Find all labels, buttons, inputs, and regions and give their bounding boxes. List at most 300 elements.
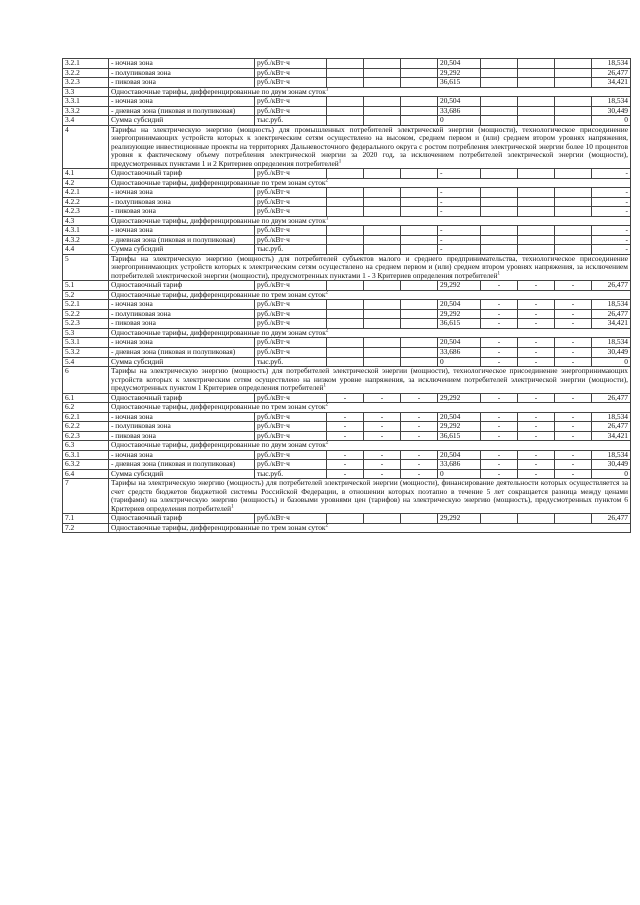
value-cell: 20,504 bbox=[438, 412, 481, 422]
value-cell: - bbox=[327, 393, 364, 403]
row-name-cell: - ночная зона bbox=[109, 226, 255, 236]
row-name-cell: - полупиковая зона bbox=[109, 197, 255, 207]
row-title: Одноставочные тарифы, дифференцированные по двум зонам суток bbox=[111, 440, 326, 450]
value-cell bbox=[518, 514, 555, 524]
value-cell: - bbox=[401, 469, 438, 479]
value-cell: 34,421 bbox=[592, 431, 631, 441]
value-cell bbox=[401, 59, 438, 69]
value-cell: - bbox=[438, 235, 481, 245]
value-cell bbox=[481, 106, 518, 116]
value-cell bbox=[518, 226, 555, 236]
value-cell bbox=[364, 59, 401, 69]
value-cell: - bbox=[327, 412, 364, 422]
row-number-cell: 4.4 bbox=[63, 245, 109, 255]
unit-cell: руб./кВт·ч bbox=[255, 309, 327, 319]
table-row bbox=[63, 523, 631, 533]
row-number-cell: 7 bbox=[63, 479, 109, 514]
value-cell bbox=[555, 106, 592, 116]
footnote-mark: 1 bbox=[323, 383, 326, 389]
value-cell: 26,477 bbox=[592, 422, 631, 432]
value-cell: 29,292 bbox=[438, 514, 481, 524]
row-title: Тарифы на электрическую энергию (мощность) для промышленных потребителей электрической энергии (мощности), технологическое присоединение энергопринимающих устройств которых к электрическим сетям осуществлено на высоком, среднем первом и (или) среднем втором уровнях напряжения, реализующие инвестиционные проекты на территориях Дальневосточного федерального округа с ростом потребления электрической энергии более 10 процентов уровня к фактическому объему потребления электрической энергии за 2020 год, за исключением потребителей электрической энергии (мощности), предусмотренных пунктами 1 и 2 Критериев определения потребителей bbox=[111, 125, 628, 168]
value-cell bbox=[518, 169, 555, 179]
row-name-cell: - ночная зона bbox=[109, 412, 255, 422]
value-cell: 20,504 bbox=[438, 450, 481, 460]
value-cell: - bbox=[518, 422, 555, 432]
row-number-cell: 3.2.2 bbox=[63, 68, 109, 78]
table-row bbox=[63, 367, 631, 394]
value-cell: - bbox=[518, 309, 555, 319]
value-cell: 18,534 bbox=[592, 338, 631, 348]
value-cell: - bbox=[555, 347, 592, 357]
value-cell: - bbox=[364, 422, 401, 432]
subsection-title-cell bbox=[109, 328, 631, 338]
value-cell: - bbox=[481, 300, 518, 310]
row-number-cell: 3.2.1 bbox=[63, 59, 109, 69]
value-cell: - bbox=[555, 431, 592, 441]
value-cell bbox=[481, 235, 518, 245]
footnote-mark: 1 bbox=[325, 87, 329, 93]
value-cell bbox=[518, 116, 555, 126]
value-cell bbox=[518, 188, 555, 198]
value-cell: - bbox=[481, 338, 518, 348]
value-cell: - bbox=[518, 347, 555, 357]
value-cell bbox=[364, 281, 401, 291]
value-cell bbox=[364, 78, 401, 88]
unit-cell: руб./кВт·ч bbox=[255, 412, 327, 422]
value-cell: - bbox=[481, 347, 518, 357]
row-name-cell: - пиковая зона bbox=[109, 319, 255, 329]
table-row bbox=[63, 309, 631, 319]
unit-cell: руб./кВт·ч bbox=[255, 319, 327, 329]
row-name-cell: Одноставочный тариф bbox=[109, 514, 255, 524]
value-cell: - bbox=[401, 393, 438, 403]
unit-cell: руб./кВт·ч bbox=[255, 347, 327, 357]
value-cell bbox=[364, 300, 401, 310]
value-cell: - bbox=[592, 226, 631, 236]
table-row bbox=[63, 514, 631, 524]
value-cell: 36,615 bbox=[438, 78, 481, 88]
row-number-cell: 5.3.2 bbox=[63, 347, 109, 357]
unit-cell: руб./кВт·ч bbox=[255, 68, 327, 78]
row-number-cell: 6.3.2 bbox=[63, 460, 109, 470]
value-cell: - bbox=[327, 450, 364, 460]
value-cell bbox=[364, 319, 401, 329]
value-cell bbox=[555, 197, 592, 207]
value-cell: 18,534 bbox=[592, 450, 631, 460]
value-cell bbox=[364, 207, 401, 217]
value-cell bbox=[481, 169, 518, 179]
table-row bbox=[63, 328, 631, 338]
row-name-cell: - ночная зона bbox=[109, 450, 255, 460]
footnote-mark: 1 bbox=[231, 504, 234, 510]
value-cell bbox=[401, 235, 438, 245]
table-row bbox=[63, 450, 631, 460]
value-cell: - bbox=[401, 460, 438, 470]
value-cell bbox=[327, 226, 364, 236]
table-row bbox=[63, 441, 631, 451]
subsection-title-cell bbox=[109, 290, 631, 300]
table-row bbox=[63, 338, 631, 348]
table-row bbox=[63, 300, 631, 310]
value-cell bbox=[518, 207, 555, 217]
row-title: Тарифы на электрическую энергию (мощность) для потребителей электрической энергии (мощности), технологическое присоединение энергопринимающих устройств которых к электрическим сетям осуществлено на низком уровне напряжения, за исключением потребителей электрической энергии (мощности), предусмотренных пунктом 1 Критериев определения потребителей bbox=[111, 366, 628, 393]
value-cell: - bbox=[481, 393, 518, 403]
row-number-cell: 4.2.2 bbox=[63, 197, 109, 207]
value-cell bbox=[481, 59, 518, 69]
value-cell: 29,292 bbox=[438, 309, 481, 319]
value-cell: 29,292 bbox=[438, 393, 481, 403]
value-cell: - bbox=[555, 450, 592, 460]
value-cell bbox=[401, 169, 438, 179]
unit-cell: руб./кВт·ч bbox=[255, 197, 327, 207]
value-cell: - bbox=[518, 281, 555, 291]
value-cell bbox=[481, 188, 518, 198]
footnote-mark: 2 bbox=[325, 440, 329, 446]
value-cell: 20,504 bbox=[438, 59, 481, 69]
table-row bbox=[63, 469, 631, 479]
value-cell bbox=[401, 347, 438, 357]
row-name-cell: - дневная зона (пиковая и полупиковая) bbox=[109, 106, 255, 116]
value-cell: - bbox=[518, 300, 555, 310]
value-cell bbox=[481, 514, 518, 524]
value-cell: 36,615 bbox=[438, 319, 481, 329]
value-cell: - bbox=[518, 469, 555, 479]
value-cell bbox=[327, 309, 364, 319]
value-cell bbox=[327, 347, 364, 357]
value-cell: 0 bbox=[438, 116, 481, 126]
value-cell bbox=[401, 68, 438, 78]
value-cell bbox=[327, 68, 364, 78]
value-cell bbox=[327, 106, 364, 116]
value-cell bbox=[327, 357, 364, 367]
unit-cell: руб./кВт·ч bbox=[255, 422, 327, 432]
value-cell: 26,477 bbox=[592, 281, 631, 291]
value-cell bbox=[327, 207, 364, 217]
table-row bbox=[63, 235, 631, 245]
value-cell: 0 bbox=[438, 357, 481, 367]
value-cell: - bbox=[592, 197, 631, 207]
row-number-cell: 6 bbox=[63, 367, 109, 394]
value-cell bbox=[555, 235, 592, 245]
value-cell: 26,477 bbox=[592, 514, 631, 524]
row-number-cell: 4.2.1 bbox=[63, 188, 109, 198]
row-name-cell: Сумма субсидий bbox=[109, 357, 255, 367]
row-title: Тарифы на электрическую энергию (мощность) для потребителей электрической энергии (мощности), финансирование деятельности которых осуществляется за счет средств бюджетов бюджетной системы Российской Федерации, в отношении которых поэтапно в течение 5 лет сокращается разница между ценами (тарифами) на электрическую энергию (мощность) и базовыми уровнями цен (тарифов) на электрическую энергию (мощность), предусмотренных пунктом 6 Критериев определения потребителей bbox=[111, 478, 628, 513]
value-cell: - bbox=[364, 450, 401, 460]
value-cell bbox=[401, 106, 438, 116]
row-name-cell: - пиковая зона bbox=[109, 78, 255, 88]
row-name-cell: - ночная зона bbox=[109, 188, 255, 198]
table-row bbox=[63, 97, 631, 107]
row-number-cell: 4.3.2 bbox=[63, 235, 109, 245]
value-cell: - bbox=[555, 300, 592, 310]
unit-cell: тыс.руб. bbox=[255, 357, 327, 367]
value-cell: - bbox=[518, 319, 555, 329]
value-cell: - bbox=[364, 431, 401, 441]
value-cell bbox=[555, 116, 592, 126]
value-cell bbox=[401, 188, 438, 198]
unit-cell: руб./кВт·ч bbox=[255, 300, 327, 310]
value-cell bbox=[327, 514, 364, 524]
value-cell: - bbox=[438, 169, 481, 179]
unit-cell: руб./кВт·ч bbox=[255, 169, 327, 179]
value-cell: - bbox=[555, 319, 592, 329]
unit-cell: руб./кВт·ч bbox=[255, 431, 327, 441]
value-cell bbox=[364, 188, 401, 198]
value-cell bbox=[327, 245, 364, 255]
value-cell: - bbox=[401, 431, 438, 441]
table-row bbox=[63, 226, 631, 236]
value-cell: 0 bbox=[592, 469, 631, 479]
row-title: Тарифы на электрическую энергию (мощность) для потребителей субъектов малого и среднего предпринимательства, технологическое присоединение энергопринимающих устройств которых к электрическим сетям осуществлено на среднем первом и (или) среднем втором уровнях напряжения, за исключением потребителей электрической энергии (мощности), предусмотренных пунктами 1 - 3 Критериев определения потребителей bbox=[111, 254, 628, 280]
value-cell bbox=[555, 169, 592, 179]
value-cell bbox=[518, 235, 555, 245]
value-cell bbox=[401, 116, 438, 126]
row-number-cell: 3.3.2 bbox=[63, 106, 109, 116]
value-cell bbox=[327, 188, 364, 198]
row-number-cell: 4.1 bbox=[63, 169, 109, 179]
row-number-cell: 4.3 bbox=[63, 216, 109, 226]
value-cell bbox=[364, 197, 401, 207]
unit-cell: тыс.руб. bbox=[255, 245, 327, 255]
value-cell bbox=[364, 235, 401, 245]
value-cell: - bbox=[364, 460, 401, 470]
subsection-title-cell bbox=[109, 216, 631, 226]
value-cell: - bbox=[592, 169, 631, 179]
value-cell bbox=[555, 78, 592, 88]
value-cell bbox=[327, 116, 364, 126]
value-cell bbox=[364, 116, 401, 126]
row-number-cell: 5.2.3 bbox=[63, 319, 109, 329]
value-cell bbox=[401, 300, 438, 310]
table-row bbox=[63, 178, 631, 188]
table-row bbox=[63, 188, 631, 198]
value-cell: 26,477 bbox=[592, 309, 631, 319]
unit-cell: руб./кВт·ч bbox=[255, 106, 327, 116]
value-cell: 33,686 bbox=[438, 106, 481, 116]
value-cell: - bbox=[518, 431, 555, 441]
unit-cell: тыс.руб. bbox=[255, 469, 327, 479]
value-cell: - bbox=[481, 309, 518, 319]
table-row bbox=[63, 290, 631, 300]
row-name-cell: - пиковая зона bbox=[109, 431, 255, 441]
subsection-title-cell bbox=[109, 87, 631, 97]
value-cell bbox=[518, 78, 555, 88]
row-number-cell: 7.1 bbox=[63, 514, 109, 524]
row-title: Одноставочные тарифы, дифференцированные по трем зонам суток bbox=[111, 290, 326, 299]
value-cell: - bbox=[438, 226, 481, 236]
row-number-cell: 6.2.3 bbox=[63, 431, 109, 441]
unit-cell: руб./кВт·ч bbox=[255, 235, 327, 245]
table-row bbox=[63, 116, 631, 126]
table-row bbox=[63, 68, 631, 78]
value-cell: - bbox=[555, 422, 592, 432]
tariff-document-page bbox=[62, 58, 628, 533]
row-number-cell: 5.3 bbox=[63, 328, 109, 338]
row-number-cell: 5.3.1 bbox=[63, 338, 109, 348]
value-cell: - bbox=[592, 207, 631, 217]
value-cell bbox=[364, 338, 401, 348]
value-cell: 33,686 bbox=[438, 460, 481, 470]
value-cell: 0 bbox=[592, 116, 631, 126]
value-cell: - bbox=[518, 338, 555, 348]
unit-cell: руб./кВт·ч bbox=[255, 78, 327, 88]
value-cell bbox=[481, 116, 518, 126]
row-title: Одноставочные тарифы, дифференцированные по трем зонам суток bbox=[111, 178, 326, 187]
row-title: Одноставочные тарифы, дифференцированные по двум зонам суток bbox=[111, 87, 326, 96]
row-number-cell: 5 bbox=[63, 254, 109, 281]
value-cell bbox=[364, 245, 401, 255]
table-row bbox=[63, 412, 631, 422]
subsection-title-cell bbox=[109, 523, 631, 533]
value-cell: - bbox=[364, 393, 401, 403]
value-cell bbox=[401, 226, 438, 236]
unit-cell: руб./кВт·ч bbox=[255, 281, 327, 291]
value-cell: - bbox=[555, 357, 592, 367]
value-cell: - bbox=[481, 431, 518, 441]
footnote-mark: 1 bbox=[338, 159, 342, 165]
table-row bbox=[63, 207, 631, 217]
value-cell: 18,534 bbox=[592, 412, 631, 422]
value-cell bbox=[401, 97, 438, 107]
table-row bbox=[63, 422, 631, 432]
tariff-table-body bbox=[63, 59, 631, 533]
value-cell bbox=[327, 338, 364, 348]
value-cell bbox=[555, 245, 592, 255]
value-cell bbox=[364, 514, 401, 524]
value-cell: - bbox=[401, 412, 438, 422]
value-cell: - bbox=[438, 245, 481, 255]
value-cell bbox=[327, 235, 364, 245]
unit-cell: руб./кВт·ч bbox=[255, 59, 327, 69]
footnote-mark: 2 bbox=[325, 178, 329, 184]
value-cell: - bbox=[481, 469, 518, 479]
section-title-cell bbox=[109, 479, 631, 514]
row-title: Одноставочные тарифы, дифференцированные по двум зонам суток bbox=[111, 328, 326, 337]
row-number-cell: 4 bbox=[63, 125, 109, 169]
value-cell: - bbox=[481, 357, 518, 367]
table-row bbox=[63, 393, 631, 403]
table-row bbox=[63, 460, 631, 470]
row-number-cell: 5.1 bbox=[63, 281, 109, 291]
table-row bbox=[63, 479, 631, 514]
value-cell bbox=[481, 78, 518, 88]
value-cell: 18,534 bbox=[592, 97, 631, 107]
row-name-cell: - полупиковая зона bbox=[109, 68, 255, 78]
value-cell bbox=[481, 97, 518, 107]
row-number-cell: 5.4 bbox=[63, 357, 109, 367]
unit-cell: руб./кВт·ч bbox=[255, 207, 327, 217]
row-number-cell: 6.4 bbox=[63, 469, 109, 479]
row-number-cell: 5.2.1 bbox=[63, 300, 109, 310]
row-number-cell: 5.2.2 bbox=[63, 309, 109, 319]
row-name-cell: - дневная зона (пиковая и полупиковая) bbox=[109, 460, 255, 470]
value-cell: - bbox=[518, 357, 555, 367]
value-cell: - bbox=[518, 412, 555, 422]
value-cell: - bbox=[327, 460, 364, 470]
value-cell: - bbox=[401, 450, 438, 460]
value-cell bbox=[518, 97, 555, 107]
value-cell: - bbox=[555, 309, 592, 319]
unit-cell: руб./кВт·ч bbox=[255, 338, 327, 348]
row-number-cell: 3.3 bbox=[63, 87, 109, 97]
row-name-cell: - дневная зона (пиковая и полупиковая) bbox=[109, 347, 255, 357]
row-name-cell: - пиковая зона bbox=[109, 207, 255, 217]
value-cell bbox=[401, 78, 438, 88]
value-cell bbox=[364, 226, 401, 236]
value-cell bbox=[481, 68, 518, 78]
value-cell bbox=[481, 226, 518, 236]
value-cell: 0 bbox=[592, 357, 631, 367]
table-row bbox=[63, 106, 631, 116]
value-cell: - bbox=[364, 412, 401, 422]
value-cell: 26,477 bbox=[592, 393, 631, 403]
unit-cell: руб./кВт·ч bbox=[255, 514, 327, 524]
row-number-cell: 3.4 bbox=[63, 116, 109, 126]
value-cell: 29,292 bbox=[438, 422, 481, 432]
value-cell bbox=[555, 226, 592, 236]
table-row bbox=[63, 319, 631, 329]
subsection-title-cell bbox=[109, 178, 631, 188]
value-cell bbox=[518, 106, 555, 116]
value-cell: - bbox=[438, 207, 481, 217]
row-name-cell: - дневная зона (пиковая и полупиковая) bbox=[109, 235, 255, 245]
section-title-cell bbox=[109, 125, 631, 169]
row-name-cell: - ночная зона bbox=[109, 338, 255, 348]
row-number-cell: 4.2 bbox=[63, 178, 109, 188]
value-cell: 20,504 bbox=[438, 300, 481, 310]
value-cell: - bbox=[555, 412, 592, 422]
value-cell: - bbox=[592, 188, 631, 198]
value-cell: - bbox=[481, 281, 518, 291]
value-cell: - bbox=[481, 450, 518, 460]
row-title: Одноставочные тарифы, дифференцированные по двум зонам суток bbox=[111, 216, 326, 225]
value-cell: - bbox=[481, 412, 518, 422]
subsection-title-cell bbox=[109, 403, 631, 413]
value-cell bbox=[481, 207, 518, 217]
unit-cell: тыс.руб. bbox=[255, 116, 327, 126]
value-cell: - bbox=[327, 431, 364, 441]
value-cell bbox=[327, 169, 364, 179]
value-cell: - bbox=[555, 281, 592, 291]
value-cell: - bbox=[555, 460, 592, 470]
row-number-cell: 6.2.1 bbox=[63, 412, 109, 422]
value-cell bbox=[401, 309, 438, 319]
value-cell: 30,449 bbox=[592, 347, 631, 357]
footnote-mark: 2 bbox=[325, 290, 329, 296]
row-name-cell: - полупиковая зона bbox=[109, 422, 255, 432]
table-row bbox=[63, 87, 631, 97]
value-cell bbox=[401, 281, 438, 291]
value-cell: 18,534 bbox=[592, 300, 631, 310]
value-cell: 33,686 bbox=[438, 347, 481, 357]
value-cell bbox=[401, 245, 438, 255]
row-number-cell: 3.3.1 bbox=[63, 97, 109, 107]
row-name-cell: - полупиковая зона bbox=[109, 309, 255, 319]
row-name-cell: - ночная зона bbox=[109, 59, 255, 69]
value-cell bbox=[364, 68, 401, 78]
value-cell bbox=[481, 197, 518, 207]
value-cell bbox=[364, 97, 401, 107]
value-cell bbox=[401, 514, 438, 524]
value-cell: - bbox=[481, 460, 518, 470]
value-cell: - bbox=[401, 422, 438, 432]
subsection-title-cell bbox=[109, 441, 631, 451]
value-cell: - bbox=[518, 450, 555, 460]
footnote-mark: 2 bbox=[325, 523, 329, 529]
section-title-cell bbox=[109, 254, 631, 281]
